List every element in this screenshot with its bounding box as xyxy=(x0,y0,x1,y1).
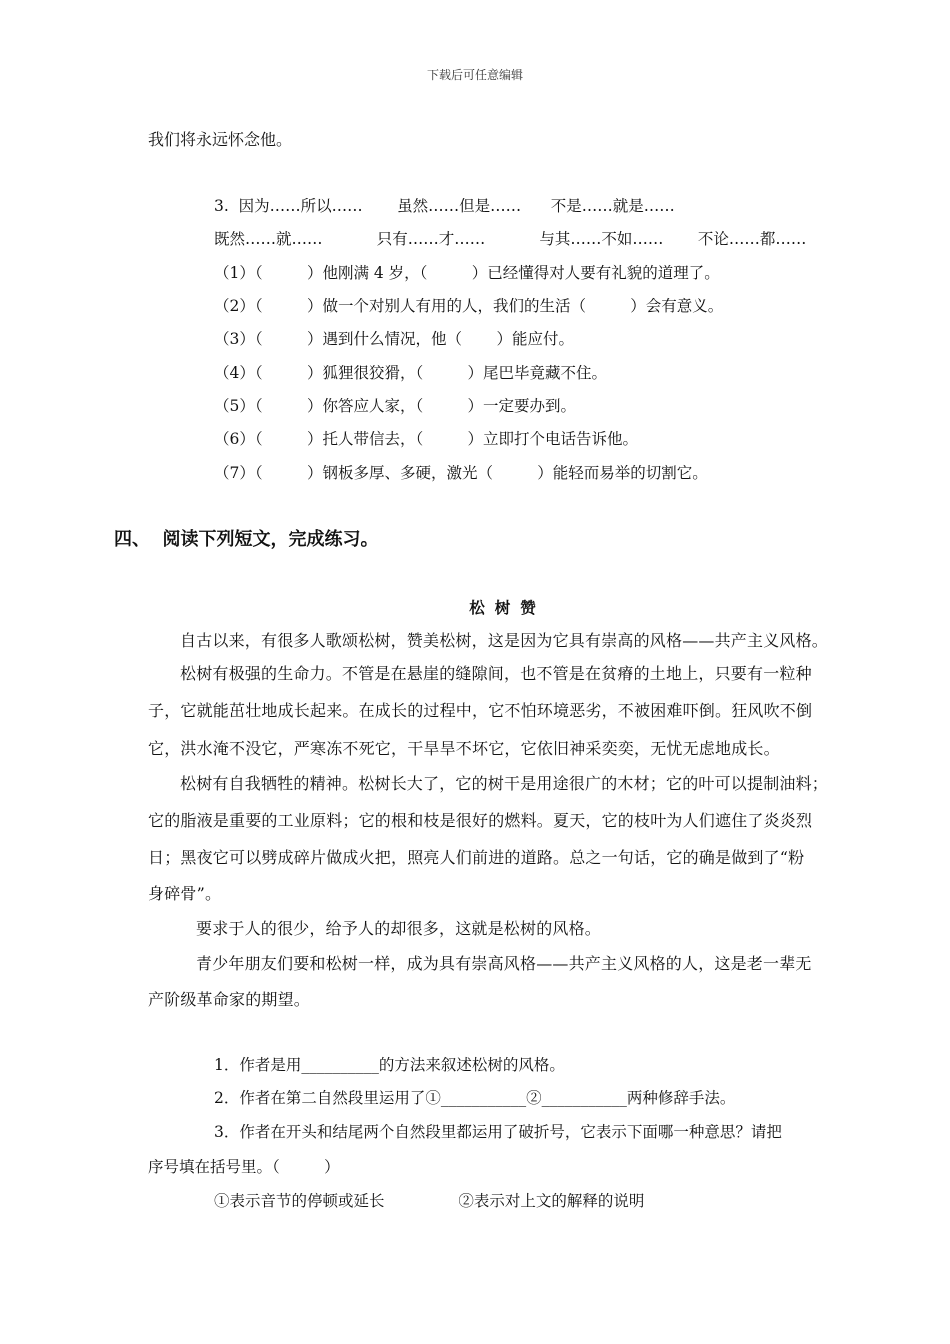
question: 序号填在括号里。（ ） xyxy=(148,1158,340,1176)
article-line: 它的脂液是重要的工业原料；它的根和枝是很好的燃料。夏天，它的枝叶为人们遮住了炎炎烈 xyxy=(148,811,813,830)
fill-blank-item: （7）（ ）钢板多厚、多硬，激光（ ）能轻而易举的切割它。 xyxy=(214,464,708,482)
question: 2．作者在第二自然段里运用了①___________②___________两种修辞手法。 xyxy=(214,1089,736,1107)
article-title: 松树赞 xyxy=(469,598,546,617)
article-line: 身碎骨”。 xyxy=(148,884,222,903)
article-line: 要求于人的很少，给予人的却很多，这就是松树的风格。 xyxy=(196,919,602,938)
article-line: 松树有自我牺牲的精神。松树长大了，它的树干是用途很广的木材；它的叶可以提制油料； xyxy=(180,774,829,793)
fill-blank-item: （2）（ ）做一个对别人有用的人，我们的生活（ ）会有意义。 xyxy=(214,297,724,315)
connector-options-line-1: 3. 因为……所以…… 虽然……但是…… 不是……就是…… xyxy=(214,197,675,215)
question: 3．作者在开头和结尾两个自然段里都运用了破折号，它表示下面哪一种意思？请把 xyxy=(214,1123,782,1141)
answer-options: ①表示音节的停顿或延长 ②表示对上文的解释的说明 xyxy=(214,1192,645,1210)
article-line: 日；黑夜它可以劈成碎片做成火把，照亮人们前进的道路。总之一句话，它的确是做到了“粉 xyxy=(148,848,805,867)
article-line: 它，洪水淹不没它，严寒冻不死它，干旱旱不坏它，它依旧神采奕奕，无忧无虑地成长。 xyxy=(148,739,780,758)
fill-blank-item: （6）（ ）托人带信去，（ ）立即打个电话告诉他。 xyxy=(214,430,639,448)
previous-answer-tail: 我们将永远怀念他。 xyxy=(148,130,293,149)
fill-blank-item: （3）（ ）遇到什么情况，他（ ）能应付。 xyxy=(214,330,574,348)
page-header: 下载后可任意编辑 xyxy=(426,68,523,82)
section-heading: 四、 阅读下列短文，完成练习。 xyxy=(114,529,379,550)
article-line: 青少年朋友们要和松树一样，成为具有崇高风格——共产主义风格的人，这是老一辈无 xyxy=(196,954,812,973)
connector-options-line-2: 既然……就…… 只有……才…… 与其……不如…… 不论……都…… xyxy=(214,230,807,248)
article-line: 松树有极强的生命力。不管是在悬崖的缝隙间，也不管是在贫瘠的土地上，只要有一粒种 xyxy=(180,664,812,683)
fill-blank-item: （1）（ ）他刚满 4 岁，（ ）已经懂得对人要有礼貌的道理了。 xyxy=(214,264,720,282)
question: 1．作者是用__________的方法来叙述松树的风格。 xyxy=(214,1056,565,1074)
article-line: 产阶级革命家的期望。 xyxy=(148,990,311,1009)
article-line: 子，它就能茁壮地成长起来。在成长的过程中，它不怕环境恶劣，不被困难吓倒。狂风吹不倒 xyxy=(148,701,813,720)
fill-blank-item: （5）（ ）你答应人家，（ ）一定要办到。 xyxy=(214,397,577,415)
article-line: 自古以来，有很多人歌颂松树，赞美松树，这是因为它具有崇高的风格——共产主义风格。 xyxy=(180,631,829,650)
fill-blank-item: （4）（ ）狐狸很狡猾，（ ）尾巴毕竟藏不住。 xyxy=(214,364,608,382)
